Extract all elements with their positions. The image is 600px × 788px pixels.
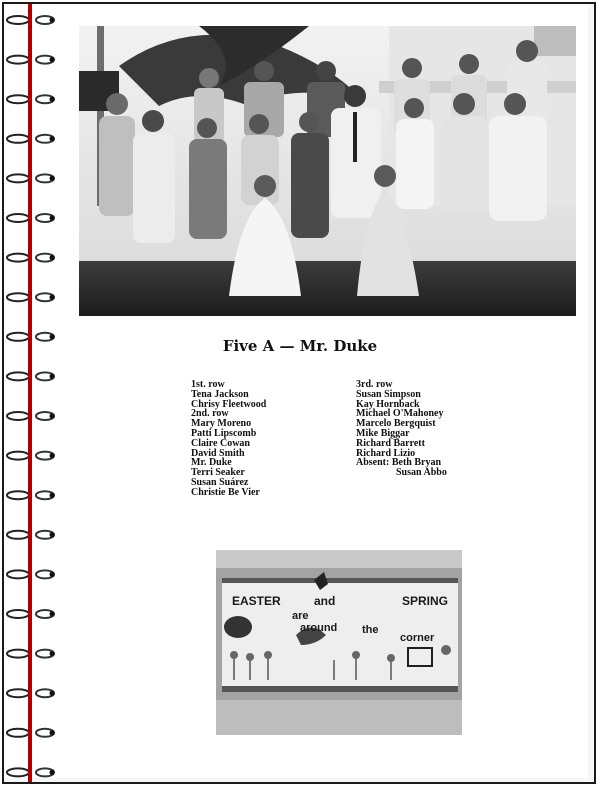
roster-left-heading: 2nd. row	[191, 408, 229, 420]
roster-right-name: Kay Hornback	[356, 398, 420, 410]
bulletin-board-photo	[216, 550, 462, 735]
roster-left-name: Susan Suárez	[191, 476, 249, 488]
roster-left-name: Tena Jackson	[191, 388, 249, 400]
roster-right-name: Susan Simpson	[356, 388, 421, 400]
roster-left-name: David Smith	[191, 447, 245, 459]
roster-left-name: Mr. Duke	[191, 457, 232, 469]
roster-left-name: Chrisy Fleetwood	[191, 398, 267, 410]
roster-left-name: Patti Lipscomb	[191, 427, 257, 439]
board-word-easter: EASTER	[232, 594, 281, 608]
roster-right-name: Absent: Beth Bryan	[356, 457, 442, 469]
board-word-around: around	[300, 622, 338, 634]
roster-right-name: Richard Barrett	[356, 437, 425, 449]
board-word-the: the	[362, 624, 379, 636]
roster-right-name: Mike Biggar	[356, 427, 410, 439]
roster-left-name: Christie Be Vier	[191, 486, 260, 498]
roster-right-name: Susan Abbo	[396, 467, 447, 479]
board-word-corner: corner	[400, 632, 435, 644]
roster-right-column	[356, 380, 447, 478]
binding-spine	[28, 4, 32, 782]
roster-right-heading: 3rd. row	[356, 379, 393, 390]
roster-right-name: Richard Lizio	[356, 447, 416, 459]
roster-left-name: Claire Cowan	[191, 437, 250, 449]
photo-caption: Five A — Mr. Duke	[222, 337, 378, 355]
roster-left-heading: 1st. row	[191, 379, 225, 390]
roster-left-name: Mary Moreno	[191, 418, 252, 430]
board-word-spring: SPRING	[402, 594, 449, 608]
roster-left-column	[191, 380, 266, 498]
board-word-are: are	[292, 610, 309, 622]
roster-left-name: Terri Seaker	[191, 467, 245, 479]
roster-right-name: Marcelo Bergquist	[356, 418, 436, 430]
board-word-and: and	[314, 594, 336, 608]
roster-right-name: Michael O'Mahoney	[356, 408, 444, 420]
class-photo	[79, 26, 576, 316]
